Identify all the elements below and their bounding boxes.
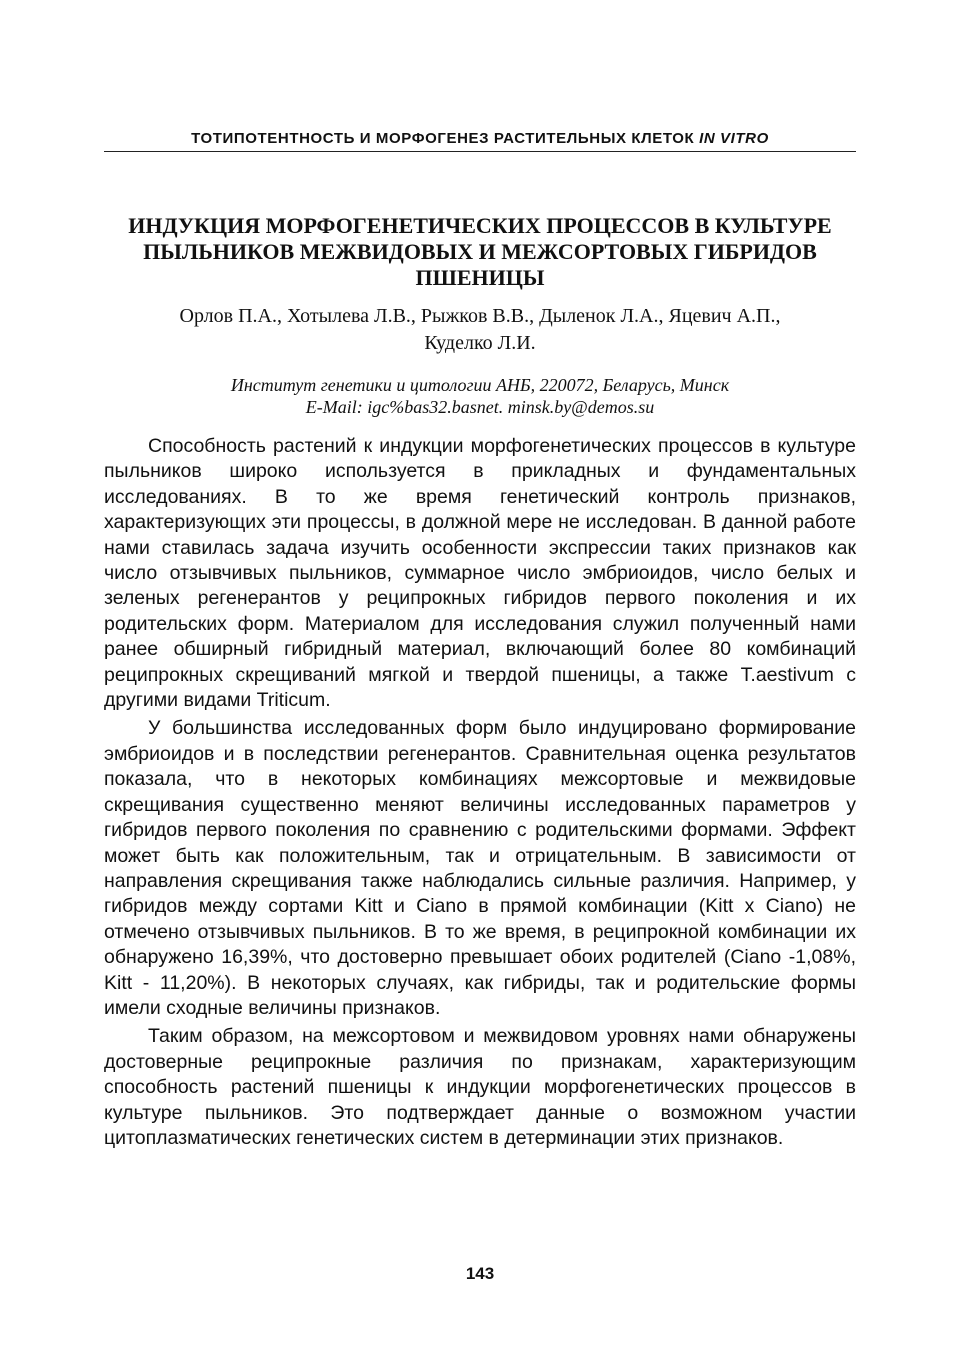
running-header-italic: IN VITRO [699, 130, 769, 147]
title-line: ИНДУКЦИЯ МОРФОГЕНЕТИЧЕСКИХ ПРОЦЕССОВ В КУЛЬТУРЕ [128, 213, 832, 238]
paragraph: Способность растений к индукции морфогенетических процессов в культуре пыльников широко используется в прикладных и фундаментальных исследованиях. В то же время генетический контроль признаков, характеризующих эти процессы, в должной мере не исследован. В данной работе нами ставилась задача изучить особенности экспрессии таких признаков как число отзывчивых пыльников, суммарное число эмбриоидов, число белых и зеленых регенерантов у реципрокных гибридов первого поколения и их родительских форм. Материалом для исследования служил полученный нами ранее обширный гибридный материал, включающий более 80 комбинаций реципрокных скрещиваний мягкой и твердой пшеницы, а также T.aestivum с другими видами Triticum. [104, 435, 856, 712]
author-list [104, 303, 856, 357]
page-number: 143 [465, 1264, 495, 1283]
paragraph: Таким образом, на межсортовом и межвидовом уровнях нами обнаружены достоверные реципрокные различия по признакам, характеризующим способность растений пшеницы к индукции морфогенетических процессов в культуре пыльников. Это подтверждает данные о возможном участии цитоплазматических генетических систем в детерминации этих признаков. [104, 1025, 856, 1149]
authors-line: Орлов П.А., Хотылева Л.В., Рыжков В.В., Дыленок Л.А., Яцевич А.П., [179, 305, 781, 327]
article-body [104, 434, 856, 1151]
title-line: ПШЕНИЦЫ [415, 265, 545, 290]
title-line: ПЫЛЬНИКОВ МЕЖВИДОВЫХ И МЕЖСОРТОВЫХ ГИБРИДОВ [143, 239, 817, 264]
article-title [104, 213, 856, 291]
paragraph: У большинства исследованных форм было индуцировано формирование эмбриоидов и в последствии регенерантов. Сравнительная оценка результатов показала, что в некоторых комбинациях межсортовые и межвидовые скрещивания существенно меняют величины исследованных параметров у гибридов первого поколения по сравнению с родительскими формами. Эффект может быть как положительным, так и отрицательным. В зависимости от направления скрещивания также наблюдались сильные различия. Например, у гибридов между сортами Kitt и Ciano в прямой комбинации (Kitt x Ciano) не отмечено отзывчивых пыльников. В то же время, в реципрокной комбинации их обнаружено 16,39%, что достоверно превышает обоих родителей (Ciano -1,08%, Kitt - 11,20%). В некоторых случаях, как гибриды, так и родительские формы имели сходные величины признаков. [104, 717, 856, 1019]
authors-line: Куделко Л.И. [424, 332, 536, 354]
email: E-Mail: igc%bas32.basnet. minsk.by@demos.su [305, 397, 655, 417]
header-rule [104, 151, 856, 152]
affiliation: Институт генетики и цитологии АНБ, 220072, Беларусь, Минск [230, 375, 730, 395]
running-header [104, 130, 856, 147]
running-header-title: ТОТИПОТЕНТНОСТЬ И МОРФОГЕНЕЗ РАСТИТЕЛЬНЫХ КЛЕТОК [191, 130, 695, 147]
affiliation-block [104, 374, 856, 418]
